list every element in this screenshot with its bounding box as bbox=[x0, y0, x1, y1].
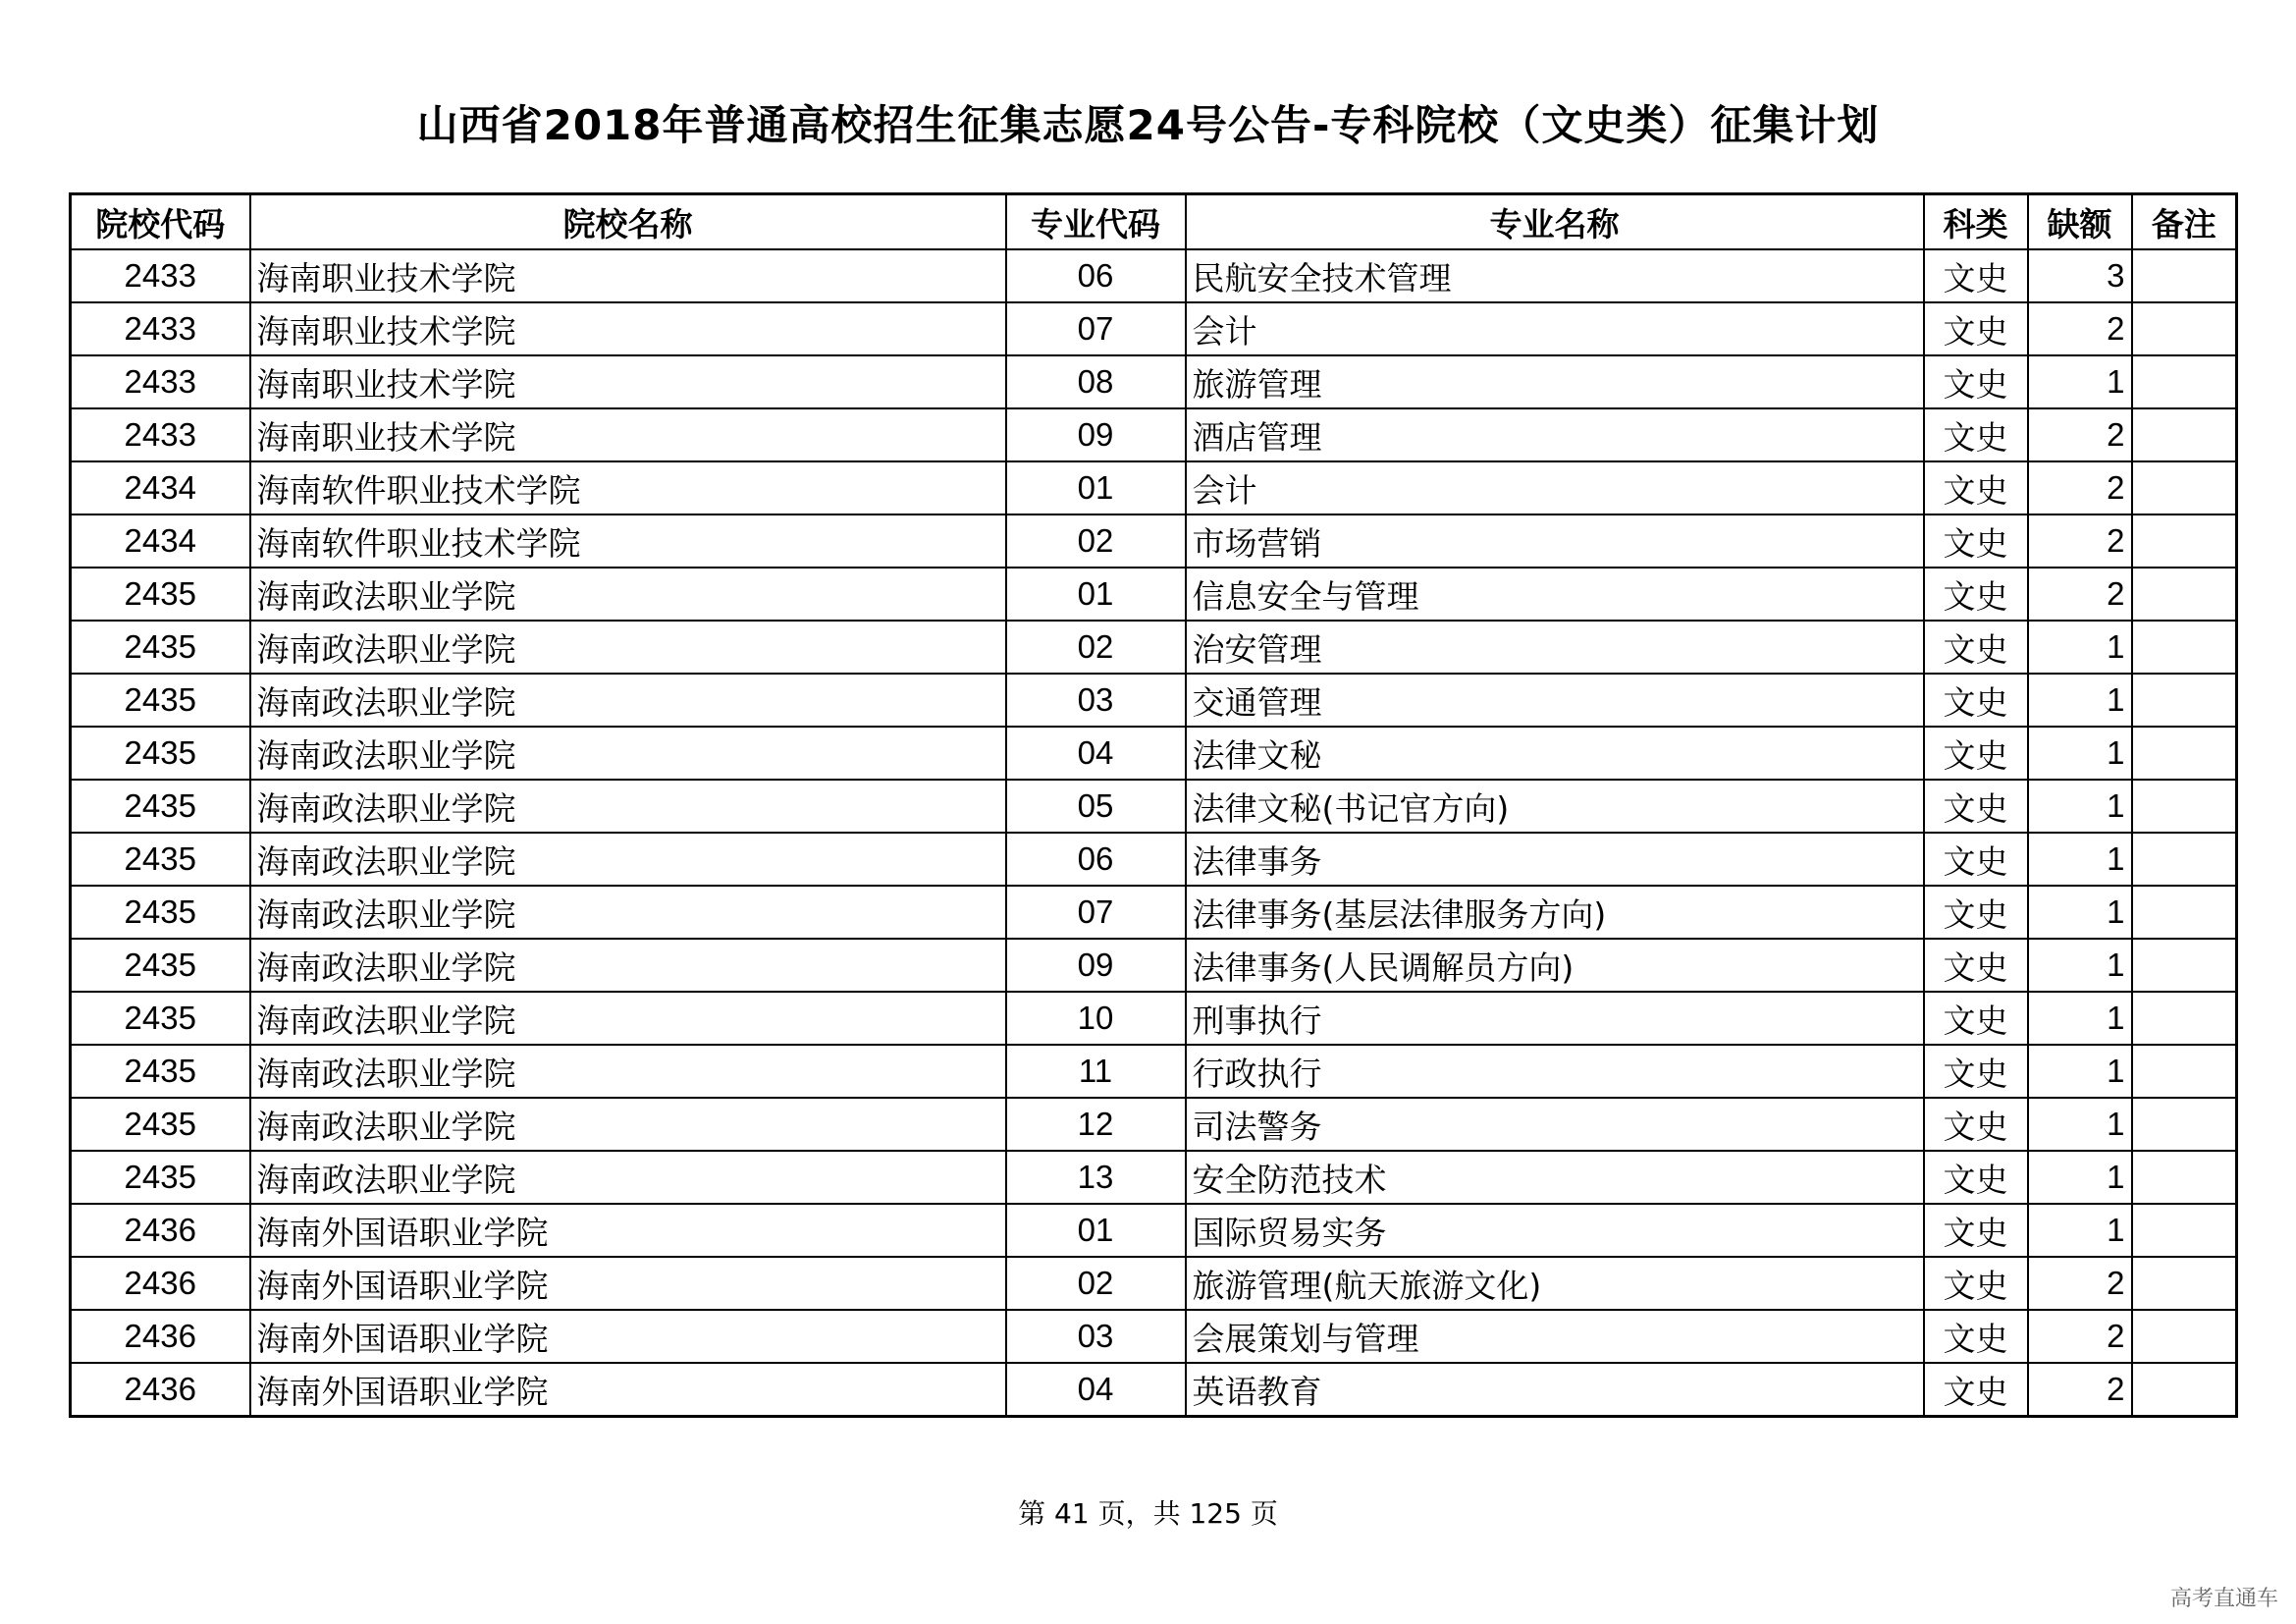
table-row bbox=[71, 1098, 2237, 1151]
cell-remarks bbox=[2132, 1363, 2237, 1417]
cell-major-name: 行政执行 bbox=[1186, 1045, 1924, 1098]
cell-vacancy: 2 bbox=[2028, 1310, 2132, 1363]
cell-major-code: 02 bbox=[1006, 621, 1186, 674]
cell-major-code: 13 bbox=[1006, 1151, 1186, 1204]
cell-school-code: 2435 bbox=[71, 1151, 250, 1204]
cell-school-code: 2433 bbox=[71, 408, 250, 461]
cell-school-code: 2435 bbox=[71, 621, 250, 674]
cell-school-code: 2435 bbox=[71, 1045, 250, 1098]
cell-major-name: 旅游管理 bbox=[1186, 355, 1924, 408]
cell-category: 文史 bbox=[1924, 568, 2028, 621]
cell-remarks bbox=[2132, 674, 2237, 727]
cell-remarks bbox=[2132, 249, 2237, 302]
cell-vacancy: 1 bbox=[2028, 992, 2132, 1045]
cell-major-code: 07 bbox=[1006, 302, 1186, 355]
cell-vacancy: 1 bbox=[2028, 1098, 2132, 1151]
table-row bbox=[71, 1204, 2237, 1257]
table-row bbox=[71, 568, 2237, 621]
cell-remarks bbox=[2132, 1257, 2237, 1310]
watermark-text: 高考直通车 bbox=[2169, 1587, 2278, 1611]
cell-school-code: 2436 bbox=[71, 1310, 250, 1363]
cell-school-name: 海南政法职业学院 bbox=[250, 1045, 1006, 1098]
cell-school-name: 海南外国语职业学院 bbox=[250, 1310, 1006, 1363]
cell-major-name: 交通管理 bbox=[1186, 674, 1924, 727]
cell-remarks bbox=[2132, 1098, 2237, 1151]
cell-school-code: 2435 bbox=[71, 886, 250, 939]
cell-school-name: 海南政法职业学院 bbox=[250, 1098, 1006, 1151]
cell-category: 文史 bbox=[1924, 408, 2028, 461]
table-row bbox=[71, 1310, 2237, 1363]
cell-vacancy: 1 bbox=[2028, 355, 2132, 408]
cell-category: 文史 bbox=[1924, 780, 2028, 833]
cell-major-name: 会展策划与管理 bbox=[1186, 1310, 1924, 1363]
table-row bbox=[71, 621, 2237, 674]
page-title: 山西省2018年普通高校招生征集志愿24号公告-专科院校（文史类）征集计划 bbox=[416, 101, 1880, 149]
cell-vacancy: 3 bbox=[2028, 249, 2132, 302]
cell-remarks bbox=[2132, 461, 2237, 514]
cell-remarks bbox=[2132, 780, 2237, 833]
cell-school-code: 2433 bbox=[71, 302, 250, 355]
cell-remarks bbox=[2132, 302, 2237, 355]
table-row bbox=[71, 355, 2237, 408]
table-row bbox=[71, 1363, 2237, 1417]
cell-major-code: 10 bbox=[1006, 992, 1186, 1045]
cell-category: 文史 bbox=[1924, 1363, 2028, 1417]
cell-major-name: 刑事执行 bbox=[1186, 992, 1924, 1045]
page-number: 第 41 页，共 125 页 bbox=[1018, 1497, 1278, 1530]
cell-school-code: 2435 bbox=[71, 1098, 250, 1151]
cell-category: 文史 bbox=[1924, 355, 2028, 408]
cell-vacancy: 2 bbox=[2028, 461, 2132, 514]
cell-major-code: 04 bbox=[1006, 1363, 1186, 1417]
cell-remarks bbox=[2132, 1045, 2237, 1098]
header-category: 科类 bbox=[1924, 194, 2028, 250]
cell-category: 文史 bbox=[1924, 886, 2028, 939]
cell-remarks bbox=[2132, 992, 2237, 1045]
cell-category: 文史 bbox=[1924, 833, 2028, 886]
cell-major-code: 06 bbox=[1006, 833, 1186, 886]
cell-major-code: 02 bbox=[1006, 514, 1186, 568]
cell-school-name: 海南外国语职业学院 bbox=[250, 1204, 1006, 1257]
cell-category: 文史 bbox=[1924, 992, 2028, 1045]
table-row bbox=[71, 727, 2237, 780]
table-row bbox=[71, 302, 2237, 355]
cell-school-name: 海南政法职业学院 bbox=[250, 780, 1006, 833]
cell-major-name: 会计 bbox=[1186, 302, 1924, 355]
cell-major-name: 民航安全技术管理 bbox=[1186, 249, 1924, 302]
cell-vacancy: 2 bbox=[2028, 568, 2132, 621]
table-row bbox=[71, 886, 2237, 939]
cell-remarks bbox=[2132, 1310, 2237, 1363]
header-remarks: 备注 bbox=[2132, 194, 2237, 250]
cell-remarks bbox=[2132, 1151, 2237, 1204]
cell-school-code: 2433 bbox=[71, 249, 250, 302]
header-school-name: 院校名称 bbox=[250, 194, 1006, 250]
cell-school-name: 海南政法职业学院 bbox=[250, 568, 1006, 621]
cell-category: 文史 bbox=[1924, 249, 2028, 302]
cell-vacancy: 1 bbox=[2028, 886, 2132, 939]
cell-major-name: 法律文秘(书记官方向) bbox=[1186, 780, 1924, 833]
cell-school-name: 海南政法职业学院 bbox=[250, 674, 1006, 727]
cell-vacancy: 2 bbox=[2028, 408, 2132, 461]
cell-category: 文史 bbox=[1924, 1151, 2028, 1204]
cell-remarks bbox=[2132, 568, 2237, 621]
cell-school-code: 2435 bbox=[71, 939, 250, 992]
table-row bbox=[71, 833, 2237, 886]
cell-school-name: 海南职业技术学院 bbox=[250, 249, 1006, 302]
cell-category: 文史 bbox=[1924, 514, 2028, 568]
cell-school-name: 海南外国语职业学院 bbox=[250, 1363, 1006, 1417]
cell-vacancy: 2 bbox=[2028, 514, 2132, 568]
cell-school-code: 2436 bbox=[71, 1204, 250, 1257]
cell-vacancy: 1 bbox=[2028, 1204, 2132, 1257]
cell-major-name: 治安管理 bbox=[1186, 621, 1924, 674]
cell-category: 文史 bbox=[1924, 727, 2028, 780]
cell-remarks bbox=[2132, 355, 2237, 408]
table-row bbox=[71, 461, 2237, 514]
cell-major-name: 安全防范技术 bbox=[1186, 1151, 1924, 1204]
cell-vacancy: 1 bbox=[2028, 727, 2132, 780]
cell-major-code: 09 bbox=[1006, 408, 1186, 461]
cell-category: 文史 bbox=[1924, 302, 2028, 355]
cell-category: 文史 bbox=[1924, 621, 2028, 674]
cell-major-name: 法律事务(人民调解员方向) bbox=[1186, 939, 1924, 992]
cell-major-name: 信息安全与管理 bbox=[1186, 568, 1924, 621]
header-school-code: 院校代码 bbox=[71, 194, 250, 250]
cell-remarks bbox=[2132, 408, 2237, 461]
cell-school-code: 2435 bbox=[71, 780, 250, 833]
cell-major-name: 酒店管理 bbox=[1186, 408, 1924, 461]
cell-major-code: 01 bbox=[1006, 1204, 1186, 1257]
cell-major-code: 05 bbox=[1006, 780, 1186, 833]
cell-school-name: 海南政法职业学院 bbox=[250, 992, 1006, 1045]
cell-category: 文史 bbox=[1924, 1204, 2028, 1257]
cell-major-name: 市场营销 bbox=[1186, 514, 1924, 568]
cell-vacancy: 1 bbox=[2028, 621, 2132, 674]
cell-category: 文史 bbox=[1924, 461, 2028, 514]
cell-major-code: 09 bbox=[1006, 939, 1186, 992]
cell-major-name: 英语教育 bbox=[1186, 1363, 1924, 1417]
cell-school-name: 海南政法职业学院 bbox=[250, 833, 1006, 886]
cell-school-name: 海南软件职业技术学院 bbox=[250, 461, 1006, 514]
cell-remarks bbox=[2132, 621, 2237, 674]
table-row bbox=[71, 939, 2237, 992]
cell-school-code: 2435 bbox=[71, 727, 250, 780]
table-header-row bbox=[71, 194, 2237, 250]
header-vacancy: 缺额 bbox=[2028, 194, 2132, 250]
cell-major-code: 01 bbox=[1006, 461, 1186, 514]
table-row bbox=[71, 514, 2237, 568]
cell-remarks bbox=[2132, 1204, 2237, 1257]
cell-major-code: 03 bbox=[1006, 674, 1186, 727]
cell-major-code: 11 bbox=[1006, 1045, 1186, 1098]
cell-school-name: 海南政法职业学院 bbox=[250, 621, 1006, 674]
cell-remarks bbox=[2132, 727, 2237, 780]
cell-school-code: 2435 bbox=[71, 674, 250, 727]
table-row bbox=[71, 408, 2237, 461]
cell-school-code: 2435 bbox=[71, 833, 250, 886]
cell-major-code: 01 bbox=[1006, 568, 1186, 621]
cell-school-name: 海南政法职业学院 bbox=[250, 727, 1006, 780]
cell-vacancy: 1 bbox=[2028, 1045, 2132, 1098]
table-row bbox=[71, 674, 2237, 727]
cell-major-code: 04 bbox=[1006, 727, 1186, 780]
cell-major-name: 法律事务(基层法律服务方向) bbox=[1186, 886, 1924, 939]
cell-vacancy: 1 bbox=[2028, 780, 2132, 833]
plan-table bbox=[69, 192, 2238, 1418]
cell-category: 文史 bbox=[1924, 1045, 2028, 1098]
cell-school-code: 2434 bbox=[71, 514, 250, 568]
cell-major-name: 会计 bbox=[1186, 461, 1924, 514]
cell-vacancy: 1 bbox=[2028, 1151, 2132, 1204]
cell-vacancy: 2 bbox=[2028, 302, 2132, 355]
cell-school-name: 海南外国语职业学院 bbox=[250, 1257, 1006, 1310]
header-major-code: 专业代码 bbox=[1006, 194, 1186, 250]
cell-major-code: 03 bbox=[1006, 1310, 1186, 1363]
cell-major-code: 08 bbox=[1006, 355, 1186, 408]
cell-vacancy: 2 bbox=[2028, 1363, 2132, 1417]
cell-school-name: 海南职业技术学院 bbox=[250, 408, 1006, 461]
cell-school-code: 2435 bbox=[71, 992, 250, 1045]
cell-vacancy: 1 bbox=[2028, 833, 2132, 886]
cell-major-code: 06 bbox=[1006, 249, 1186, 302]
plan-table-container bbox=[69, 192, 2235, 1418]
cell-school-code: 2436 bbox=[71, 1363, 250, 1417]
cell-major-code: 02 bbox=[1006, 1257, 1186, 1310]
cell-school-name: 海南政法职业学院 bbox=[250, 939, 1006, 992]
header-major-name: 专业名称 bbox=[1186, 194, 1924, 250]
cell-major-name: 国际贸易实务 bbox=[1186, 1204, 1924, 1257]
cell-category: 文史 bbox=[1924, 1257, 2028, 1310]
cell-major-name: 法律事务 bbox=[1186, 833, 1924, 886]
cell-category: 文史 bbox=[1924, 1310, 2028, 1363]
table-row bbox=[71, 1045, 2237, 1098]
cell-school-code: 2434 bbox=[71, 461, 250, 514]
cell-school-code: 2435 bbox=[71, 568, 250, 621]
cell-major-name: 旅游管理(航天旅游文化) bbox=[1186, 1257, 1924, 1310]
table-row bbox=[71, 1257, 2237, 1310]
cell-school-name: 海南职业技术学院 bbox=[250, 355, 1006, 408]
cell-category: 文史 bbox=[1924, 1098, 2028, 1151]
cell-school-name: 海南政法职业学院 bbox=[250, 886, 1006, 939]
cell-remarks bbox=[2132, 514, 2237, 568]
table-row bbox=[71, 992, 2237, 1045]
cell-school-name: 海南职业技术学院 bbox=[250, 302, 1006, 355]
cell-major-code: 07 bbox=[1006, 886, 1186, 939]
cell-vacancy: 1 bbox=[2028, 939, 2132, 992]
table-row bbox=[71, 249, 2237, 302]
cell-vacancy: 1 bbox=[2028, 674, 2132, 727]
cell-remarks bbox=[2132, 833, 2237, 886]
cell-remarks bbox=[2132, 939, 2237, 992]
cell-major-code: 12 bbox=[1006, 1098, 1186, 1151]
table-row bbox=[71, 1151, 2237, 1204]
cell-major-name: 法律文秘 bbox=[1186, 727, 1924, 780]
cell-major-name: 司法警务 bbox=[1186, 1098, 1924, 1151]
cell-school-code: 2436 bbox=[71, 1257, 250, 1310]
cell-category: 文史 bbox=[1924, 939, 2028, 992]
table-row bbox=[71, 780, 2237, 833]
table-body bbox=[71, 249, 2237, 1417]
cell-category: 文史 bbox=[1924, 674, 2028, 727]
cell-school-name: 海南政法职业学院 bbox=[250, 1151, 1006, 1204]
cell-school-code: 2433 bbox=[71, 355, 250, 408]
cell-vacancy: 2 bbox=[2028, 1257, 2132, 1310]
cell-school-name: 海南软件职业技术学院 bbox=[250, 514, 1006, 568]
cell-remarks bbox=[2132, 886, 2237, 939]
